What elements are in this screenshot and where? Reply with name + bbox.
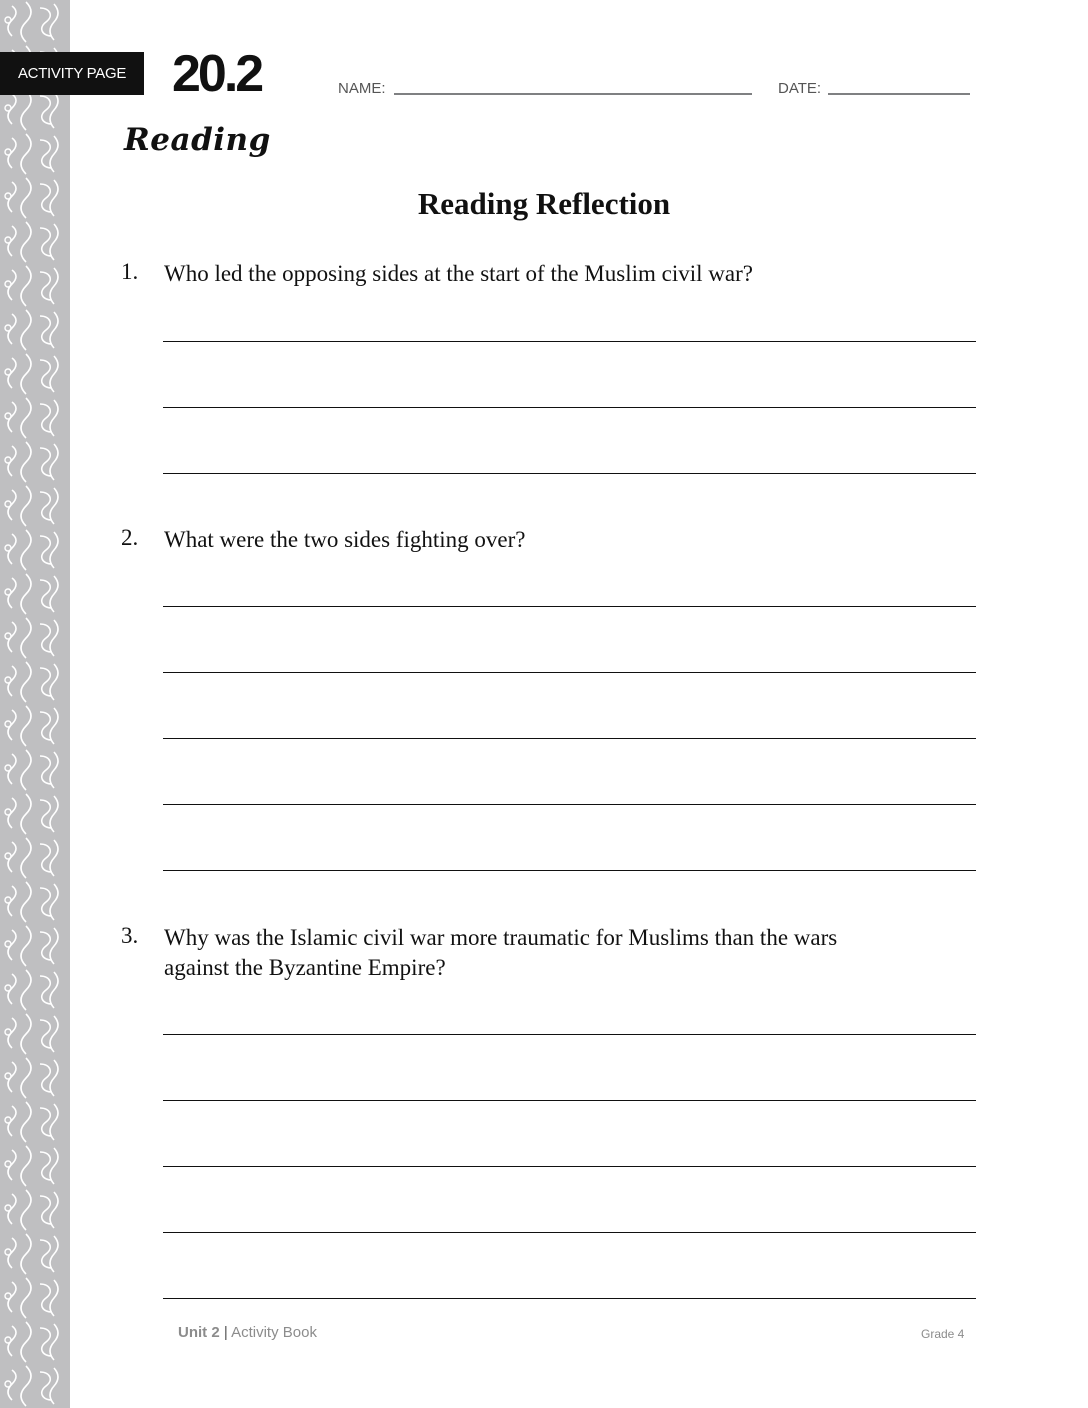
name-field[interactable] (394, 93, 752, 95)
answer-line[interactable] (163, 1034, 976, 1035)
question-text: What were the two sides fighting over? (164, 527, 526, 552)
question-number: 2. (121, 525, 139, 550)
ornament-dot (5, 17, 11, 23)
question-text-line: Why was the Islamic civil war more traumatic for Muslims than the wars (164, 925, 838, 950)
question-text: Who led the opposing sides at the start of the Muslim civil war? (164, 261, 753, 286)
ornament-dot (5, 1161, 11, 1167)
date-field[interactable] (828, 93, 970, 95)
book-label: Activity Book (231, 1324, 317, 1341)
ornament-dot (5, 1117, 11, 1123)
question-text-line: against the Byzantine Empire? (164, 955, 446, 980)
answer-line[interactable] (163, 1298, 976, 1299)
ornament-dot (5, 281, 11, 287)
answer-line[interactable] (163, 804, 976, 805)
answer-line[interactable] (163, 407, 976, 408)
footer-grade: Grade 4 (921, 1327, 965, 1341)
unit-label: Unit 2 (178, 1324, 220, 1341)
ornament-dot (5, 721, 11, 727)
date-label: DATE: (778, 80, 822, 97)
ornament-dot (5, 457, 11, 463)
ornament-dot (5, 1029, 11, 1035)
ornament-dot (5, 1205, 11, 1211)
ornament-dot (5, 1381, 11, 1387)
answer-line[interactable] (163, 1100, 976, 1101)
ornament-dot (5, 985, 11, 991)
ornament-dot (5, 1293, 11, 1299)
ornament-dot (5, 545, 11, 551)
question-number: 1. (121, 259, 139, 284)
ornament-dot (5, 149, 11, 155)
ornament-dot (5, 897, 11, 903)
answer-line[interactable] (163, 1166, 976, 1167)
ornament-dot (5, 237, 11, 243)
footer-separator: | (223, 1324, 228, 1341)
question-number: 3. (121, 923, 139, 948)
ornament-dot (5, 941, 11, 947)
ornament-dot (5, 1249, 11, 1255)
answer-line[interactable] (163, 672, 976, 673)
answer-line[interactable] (163, 606, 976, 607)
footer-unit (178, 1324, 317, 1341)
answer-line[interactable] (163, 738, 976, 739)
page-title: Reading Reflection (417, 186, 671, 221)
ornament-dot (5, 1337, 11, 1343)
answer-line[interactable] (163, 473, 976, 474)
ornament-dot (5, 1073, 11, 1079)
ornament-dot (5, 589, 11, 595)
ornament-dot (5, 809, 11, 815)
ornament-dot (5, 633, 11, 639)
ornament-dot (5, 369, 11, 375)
ornament-dot (5, 501, 11, 507)
answer-line[interactable] (163, 870, 976, 871)
ornament-dot (5, 105, 11, 111)
ornament-dot (5, 853, 11, 859)
question-text (164, 923, 924, 983)
page-number: 20.2 (172, 45, 262, 103)
name-label: NAME: (338, 80, 386, 97)
ornament-dot (5, 765, 11, 771)
ornament-dot (5, 413, 11, 419)
answer-line[interactable] (163, 1232, 976, 1233)
ornament-dot (5, 325, 11, 331)
ornament-dot (5, 677, 11, 683)
answer-line[interactable] (163, 341, 976, 342)
activity-page-tag: ACTIVITY PAGE (0, 52, 144, 95)
section-label: Reading (124, 122, 271, 158)
